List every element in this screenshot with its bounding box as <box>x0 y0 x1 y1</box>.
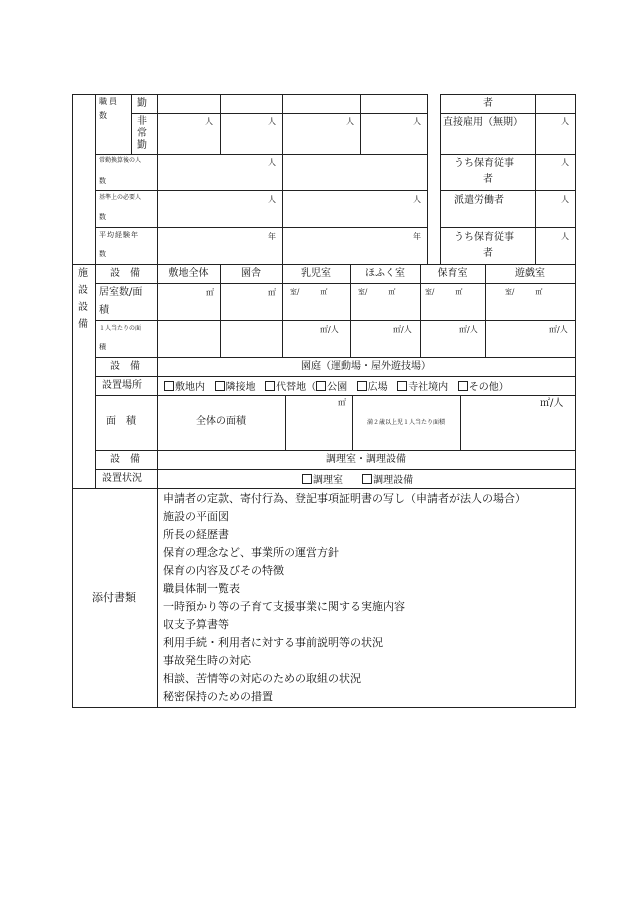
unit-person: 人 <box>413 195 421 204</box>
rule <box>95 469 576 470</box>
unit-room-sqm: 室/ ㎡ <box>290 288 328 296</box>
rule <box>72 264 576 265</box>
total-area-label: 全体の面積 <box>196 416 246 427</box>
part-time-label-2: 常 <box>137 128 147 139</box>
staff-label-2: 数 <box>99 111 107 120</box>
rule <box>440 94 441 264</box>
rooms-area-label-2: 積 <box>99 305 109 316</box>
list-item: 相談、苦情等の対応のための取組の状況 <box>163 672 361 685</box>
list-item: 申請者の定款、寄付行為、登記事項証明書の写し（申請者が法人の場合） <box>163 492 526 505</box>
unit-sqm: ㎡ <box>206 288 214 297</box>
rooms-area-label: 居室数/面 <box>99 287 143 298</box>
room-header: 保育室 <box>437 268 468 279</box>
unit-room-sqm: 室/ ㎡ <box>425 288 463 296</box>
facility-label: 設 <box>78 285 88 296</box>
rule <box>131 94 132 154</box>
rule <box>440 94 576 95</box>
rule <box>360 94 361 154</box>
rule <box>95 450 576 451</box>
nursery-worker-label-2: 者 <box>483 248 493 259</box>
room-header: 遊戯室 <box>515 268 545 279</box>
rule <box>427 94 428 264</box>
rule <box>440 190 576 191</box>
rule <box>95 283 576 284</box>
checkbox[interactable] <box>458 381 468 391</box>
unit-person: 人 <box>268 117 276 126</box>
list-item: 収支予算書等 <box>163 618 229 631</box>
required-label: 基準上の必要人 <box>99 194 142 201</box>
rule <box>440 154 576 155</box>
yard-header: 園庭（運動場・屋外遊技場） <box>301 361 431 372</box>
rule <box>131 113 428 114</box>
rule <box>440 113 576 114</box>
room-header: 敷地全体 <box>168 268 209 279</box>
rule <box>282 94 283 264</box>
per-child-area-label: 満２歳以上児１人当たり面積 <box>366 419 445 426</box>
unit-person: 人 <box>561 158 569 167</box>
equipment-label: 設 備 <box>110 361 140 372</box>
unit-sqm-per-person: ㎡/人 <box>540 398 564 409</box>
experience-label-2: 数 <box>99 250 106 258</box>
cooking-options: 調理室 調理設備 <box>302 474 413 486</box>
staff-label: 職員 <box>99 97 119 106</box>
checkbox[interactable] <box>215 381 225 391</box>
per-person-label-2: 積 <box>99 343 106 351</box>
rule <box>95 154 428 155</box>
unit-sqm-per-person: ㎡/人 <box>393 325 412 334</box>
location-label: 設置場所 <box>102 380 142 391</box>
unit-person: 人 <box>346 117 354 126</box>
rule <box>95 227 428 228</box>
facility-label: 備 <box>78 319 88 330</box>
list-item: 秘密保持のための措置 <box>163 690 273 703</box>
checkbox[interactable] <box>265 381 275 391</box>
checkbox[interactable] <box>316 381 326 391</box>
rule <box>95 94 96 264</box>
unit-room-sqm: 室/ ㎡ <box>358 288 396 296</box>
unit-person: 人 <box>561 232 569 241</box>
unit-sqm-per-person: ㎡/人 <box>549 325 568 334</box>
rule <box>95 376 576 377</box>
direct-hire-label: 直接雇用（無期） <box>443 117 523 128</box>
rule <box>72 94 428 95</box>
unit-person: 人 <box>561 195 569 204</box>
part-time-label-1: 非 <box>137 116 147 127</box>
checkbox[interactable] <box>397 381 407 391</box>
unit-person: 人 <box>413 117 421 126</box>
rule <box>95 357 576 358</box>
unit-year: 年 <box>413 232 421 241</box>
rule <box>72 707 576 708</box>
room-header: 園舎 <box>241 268 261 279</box>
rule <box>72 488 576 489</box>
unit-person: 人 <box>268 158 276 167</box>
unit-sqm-per-person: ㎡/人 <box>320 325 339 334</box>
unit-year: 年 <box>268 232 276 241</box>
equipment-label: 設 備 <box>110 454 140 465</box>
unit-sqm: ㎡ <box>268 288 276 297</box>
rule <box>95 395 576 396</box>
room-header: 乳児室 <box>301 268 331 279</box>
attachments-list <box>163 490 526 706</box>
checkbox[interactable] <box>362 474 372 484</box>
per-person-label: １人当たりの面 <box>99 325 142 332</box>
converted-label-2: 数 <box>99 177 106 185</box>
rule <box>157 488 158 708</box>
list-item: 保育の理念など、事業所の運営方針 <box>163 546 339 559</box>
rule <box>220 94 221 154</box>
rule <box>575 94 576 708</box>
unit-room-sqm: 室/ ㎡ <box>505 288 543 296</box>
checkbox[interactable] <box>164 381 174 391</box>
rule <box>95 190 428 191</box>
area-label: 面 積 <box>106 416 136 427</box>
right-header: 者 <box>483 98 493 109</box>
list-item: 保育の内容及びその特徴 <box>163 564 284 577</box>
full-time-label: 勤 <box>137 98 147 109</box>
converted-label: 常勤換算後の人 <box>99 157 142 164</box>
experience-label: 平均経験年 <box>99 231 139 239</box>
rule <box>460 395 461 450</box>
list-item: 利用手続・利用者に対する事前説明等の状況 <box>163 636 383 649</box>
unit-person: 人 <box>205 117 213 126</box>
nursery-worker-label: うち保育従事 <box>454 232 514 243</box>
rule <box>157 94 158 264</box>
unit-sqm: ㎡ <box>338 398 346 407</box>
checkbox[interactable] <box>302 474 312 484</box>
list-item: 所長の経歴書 <box>163 528 229 541</box>
required-label-2: 数 <box>99 213 106 221</box>
nursery-worker-label: うち保育従事 <box>454 158 514 169</box>
unit-sqm-per-person: ㎡/人 <box>459 325 478 334</box>
facility-label: 施 <box>78 268 88 279</box>
equipment-label: 設 備 <box>110 268 140 279</box>
cooking-header: 調理室・調理設備 <box>326 454 406 465</box>
rule <box>535 94 536 264</box>
nursery-worker-label-2: 者 <box>483 174 493 185</box>
rule <box>95 320 576 321</box>
dispatched-label: 派遣労働者 <box>454 195 504 206</box>
list-item: 一時預かり等の子育て支援事業に関する実施内容 <box>163 600 405 613</box>
unit-person: 人 <box>268 195 276 204</box>
list-item: 事故発生時の対応 <box>163 654 251 667</box>
room-header: ほふく室 <box>365 268 405 279</box>
status-label: 設置状況 <box>102 473 142 484</box>
unit-person: 人 <box>561 117 569 126</box>
list-item: 施設の平面図 <box>163 510 229 523</box>
list-item: 職員体制一覧表 <box>163 582 240 595</box>
attachments-label: 添付書類 <box>92 591 136 604</box>
facility-label: 設 <box>78 302 88 313</box>
part-time-label-3: 勤 <box>137 140 147 151</box>
location-options: 敷地内 隣接地 代替地（ 公園 広場 寺社境内 その他） <box>164 381 509 393</box>
rule <box>440 227 576 228</box>
rule <box>285 395 286 450</box>
rule <box>72 94 73 708</box>
checkbox[interactable] <box>357 381 367 391</box>
